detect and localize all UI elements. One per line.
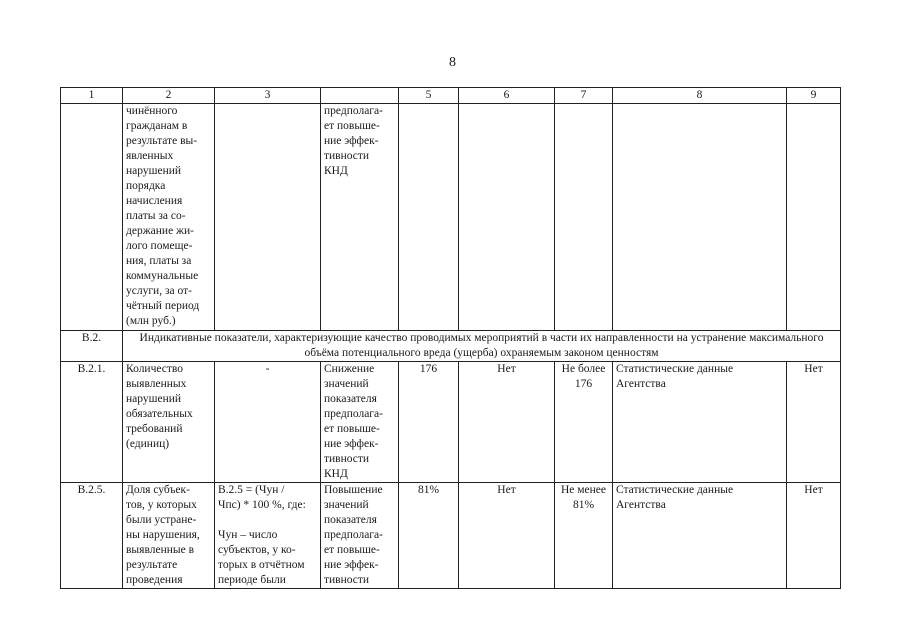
cell-empty xyxy=(555,104,613,331)
cell-empty xyxy=(399,104,459,331)
cell-comment xyxy=(321,483,399,589)
header-cell-2: 2 xyxy=(123,88,215,104)
cell-empty xyxy=(61,104,123,331)
cell-source xyxy=(613,362,787,483)
indicator-name-text: Доля субъек- тов, у которых были устране- ны нарушения, выявленные в результате проведения xyxy=(126,484,200,586)
header-cell-9: 9 xyxy=(787,88,841,104)
row-number: В.2.1. xyxy=(61,362,123,483)
cell-source xyxy=(613,483,787,589)
header-cell-7: 7 xyxy=(555,88,613,104)
comment-text: Снижение значений показателя предполага- ет повыше- ние эффек- тивности КНД xyxy=(324,363,383,480)
target-text: Не более 176 xyxy=(561,363,606,390)
cell-indicator-name xyxy=(123,104,215,331)
indicators-table xyxy=(60,87,841,589)
row-number: В.2.5. xyxy=(61,483,123,589)
cell-empty xyxy=(787,104,841,331)
cell-col9: Нет xyxy=(787,483,841,589)
cell-col9: Нет xyxy=(787,362,841,483)
comment-text: предполага- ет повыше- ние эффек- тивности КНД xyxy=(324,105,383,177)
comment-text: Повышение значений показателя предполага- ет повыше- ние эффек- тивности xyxy=(324,484,383,586)
section-title: Индикативные показатели, характеризующие качество проводимых мероприятий в части их направленности на устранение максимального объёма потенциального вреда (ущерба) охраняемым законом ценностям xyxy=(123,331,841,362)
cell-indicator-name xyxy=(123,483,215,589)
table-row-continuation xyxy=(61,104,841,331)
table-header-row xyxy=(61,88,841,104)
cell-value: 81% xyxy=(399,483,459,589)
cell-col6: Нет xyxy=(459,483,555,589)
indicator-name-text: Количество выявленных нарушений обязательных требований (единиц) xyxy=(126,363,193,450)
cell-target xyxy=(555,483,613,589)
header-cell-3: 3 xyxy=(215,88,321,104)
cell-target xyxy=(555,362,613,483)
header-cell-6: 6 xyxy=(459,88,555,104)
target-text: Не менее 81% xyxy=(560,484,607,511)
cell-empty xyxy=(459,104,555,331)
source-text: Статистические данные Агентства xyxy=(616,363,734,390)
header-cell-4 xyxy=(321,88,399,104)
indicator-name-text: чинённого гражданам в результате вы- явленных нарушений порядка начисления платы за со- держание жи- лого помеще- ния, платы за коммунальные услуги, за от- чётный период (млн руб.) xyxy=(126,105,200,327)
source-text: Статистические данные Агентства xyxy=(616,484,734,511)
cell-empty xyxy=(215,104,321,331)
table-row-section-b2 xyxy=(61,331,841,362)
formula-text: В.2.5 = (Чун / Чпс) * 100 %, где: Чун – число субъектов, у ко- торых в отчётном периоде были xyxy=(218,484,306,586)
table-row-b21 xyxy=(61,362,841,483)
header-cell-1: 1 xyxy=(61,88,123,104)
cell-col6: Нет xyxy=(459,362,555,483)
page-number: 8 xyxy=(449,55,456,70)
cell-formula: - xyxy=(215,362,321,483)
cell-comment xyxy=(321,104,399,331)
table-row-b25 xyxy=(61,483,841,589)
cell-value: 176 xyxy=(399,362,459,483)
section-number: В.2. xyxy=(61,331,123,362)
header-cell-5: 5 xyxy=(399,88,459,104)
cell-formula xyxy=(215,483,321,589)
header-cell-8: 8 xyxy=(613,88,787,104)
cell-comment xyxy=(321,362,399,483)
cell-indicator-name xyxy=(123,362,215,483)
cell-empty xyxy=(613,104,787,331)
